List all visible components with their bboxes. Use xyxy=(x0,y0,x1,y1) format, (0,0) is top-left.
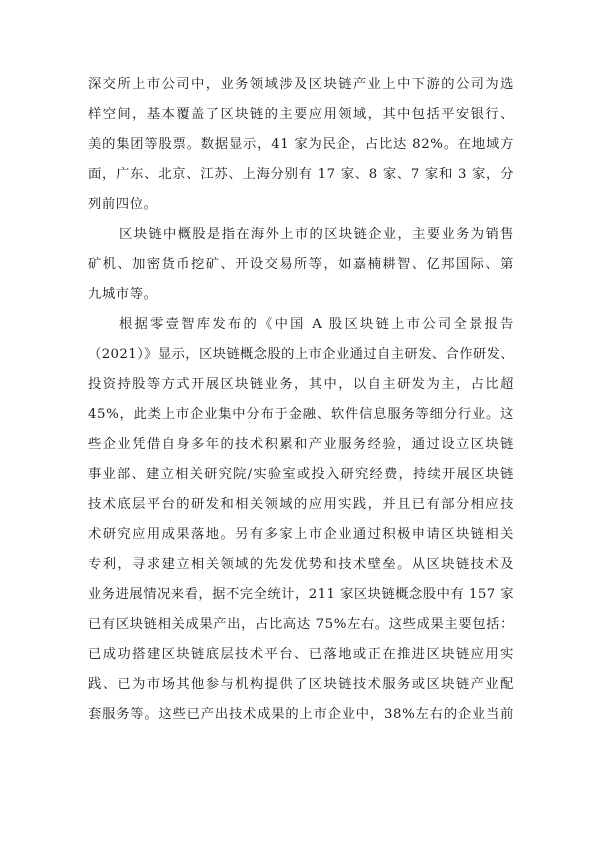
paragraph-line: 套服务等。这些已产出技术成果的上市企业中，38%左右的企业当前 xyxy=(88,707,514,722)
paragraph-line: 面，广东、北京、江苏、上海分别有 17 家、8 家、7 家和 3 家，分 xyxy=(88,167,514,182)
paragraph-line: （2021）》显示，区块链概念股的上市企业通过自主研发、合作研发、 xyxy=(88,347,514,362)
paragraph-line: 已有区块链相关成果产出，占比高达 75%左右。这些成果主要包括： xyxy=(88,617,514,632)
paragraph-line: 45%，此类上市企业集中分布于金融、软件信息服务等细分行业。这 xyxy=(88,407,514,422)
paragraph-line: 列前四位。 xyxy=(88,197,158,212)
paragraph-line: 业务进展情况来看，据不完全统计，211 家区块链概念股中有 157 家 xyxy=(88,587,514,602)
paragraph-line: 专利，寻求建立相关领域的先发优势和技术壁垒。从区块链技术及 xyxy=(88,557,514,572)
paragraph-line: 深交所上市公司中，业务领域涉及区块链产业上中下游的公司为选 xyxy=(88,77,514,92)
paragraph-line: 术研究应用成果落地。另有多家上市企业通过积极申请区块链相关 xyxy=(88,527,514,542)
paragraph-line: 投资持股等方式开展区块链业务，其中，以自主研发为主，占比超 xyxy=(88,377,514,392)
paragraph-line: 技术底层平台的研发和相关领域的应用实践，并且已有部分相应技 xyxy=(88,497,514,512)
paragraph-line: 美的集团等股票。数据显示，41 家为民企，占比达 82%。在地域方 xyxy=(88,137,514,152)
paragraph-line: 践、已为市场其他参与机构提供了区块链技术服务或区块链产业配 xyxy=(88,677,514,692)
paragraph-line: 事业部、建立相关研究院/实验室或投入研究经费，持续开展区块链 xyxy=(88,467,514,482)
paragraph-line: 矿机、加密货币挖矿、开设交易所等，如嘉楠耕智、亿邦国际、第 xyxy=(88,257,514,272)
paragraph-line: 样空间，基本覆盖了区块链的主要应用领域，其中包括平安银行、 xyxy=(88,107,514,122)
paragraph-line: 九城市等。 xyxy=(88,287,158,302)
paragraph-line: 根据零壹智库发布的《中国 A 股区块链上市公司全景报告 xyxy=(119,317,514,332)
paragraph-line: 已成功搭建区块链底层技术平台、已落地或正在推进区块链应用实 xyxy=(88,647,514,662)
paragraph-line: 些企业凭借自身多年的技术积累和产业服务经验，通过设立区块链 xyxy=(88,437,514,452)
paragraph-line: 区块链中概股是指在海外上市的区块链企业，主要业务为销售 xyxy=(119,227,514,242)
